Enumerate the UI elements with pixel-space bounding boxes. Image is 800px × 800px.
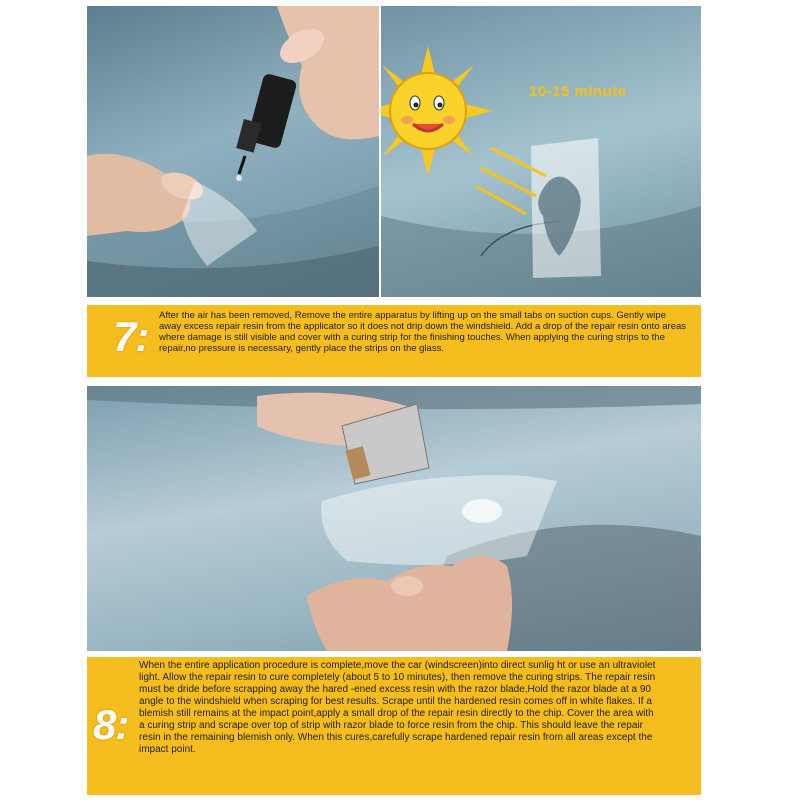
photo-applying-resin [87, 6, 379, 297]
photo-razor-blade-drawing [87, 386, 701, 651]
photo-razor-blade [87, 386, 701, 651]
cure-time-caption: 10-15 minute [529, 83, 627, 100]
step-7-text: After the air has been removed, Remove the entire apparatus by lifting up on the small tabs on suction cups. Gently wipe away excess repair resin from the applicator so it does not drip down the windshield. Add a drop of the repair resin onto areas where damage is still visible and cover with a curing strip for the finishing touches. When applying the curing strips to the repair,no pressure is necessary, gently place the strips on the glass. [159, 310, 687, 354]
step-7-number: 7: [113, 313, 149, 360]
step-8-band [87, 657, 701, 795]
step-8-text: When the entire application procedure is complete,move the car (windscreen)into direct sunlig ht or use an ultraviolet light. Allow the repair resin to cure completely (about 5 to 10 minutes), then remove the curing strips. The repair resin must be dride before scrapping away the hared -ened excess resin with the razor blade,Hold the razor blade at a 90 angle to the windshield when scraping for best results. Scrape until the hardened resin comes off in white flakes. If a blemish still remains at the impact point,apply a small drop of the repair resin directly to the chip. Cover the area with a curing strip and scrape over top of strip with razor blade to force resin from the chip. This should leave the repair resin in the remaining blemish only. When this cures,carefully scrape hardened repair resin from all areas except the impact point. [139, 660, 656, 755]
smiling-sun-icon [381, 46, 493, 176]
photo-sun-curing [381, 6, 701, 297]
step-8-number: 8: [93, 701, 129, 748]
step-7-band [87, 305, 701, 377]
photo-applying-resin-drawing [87, 6, 379, 297]
